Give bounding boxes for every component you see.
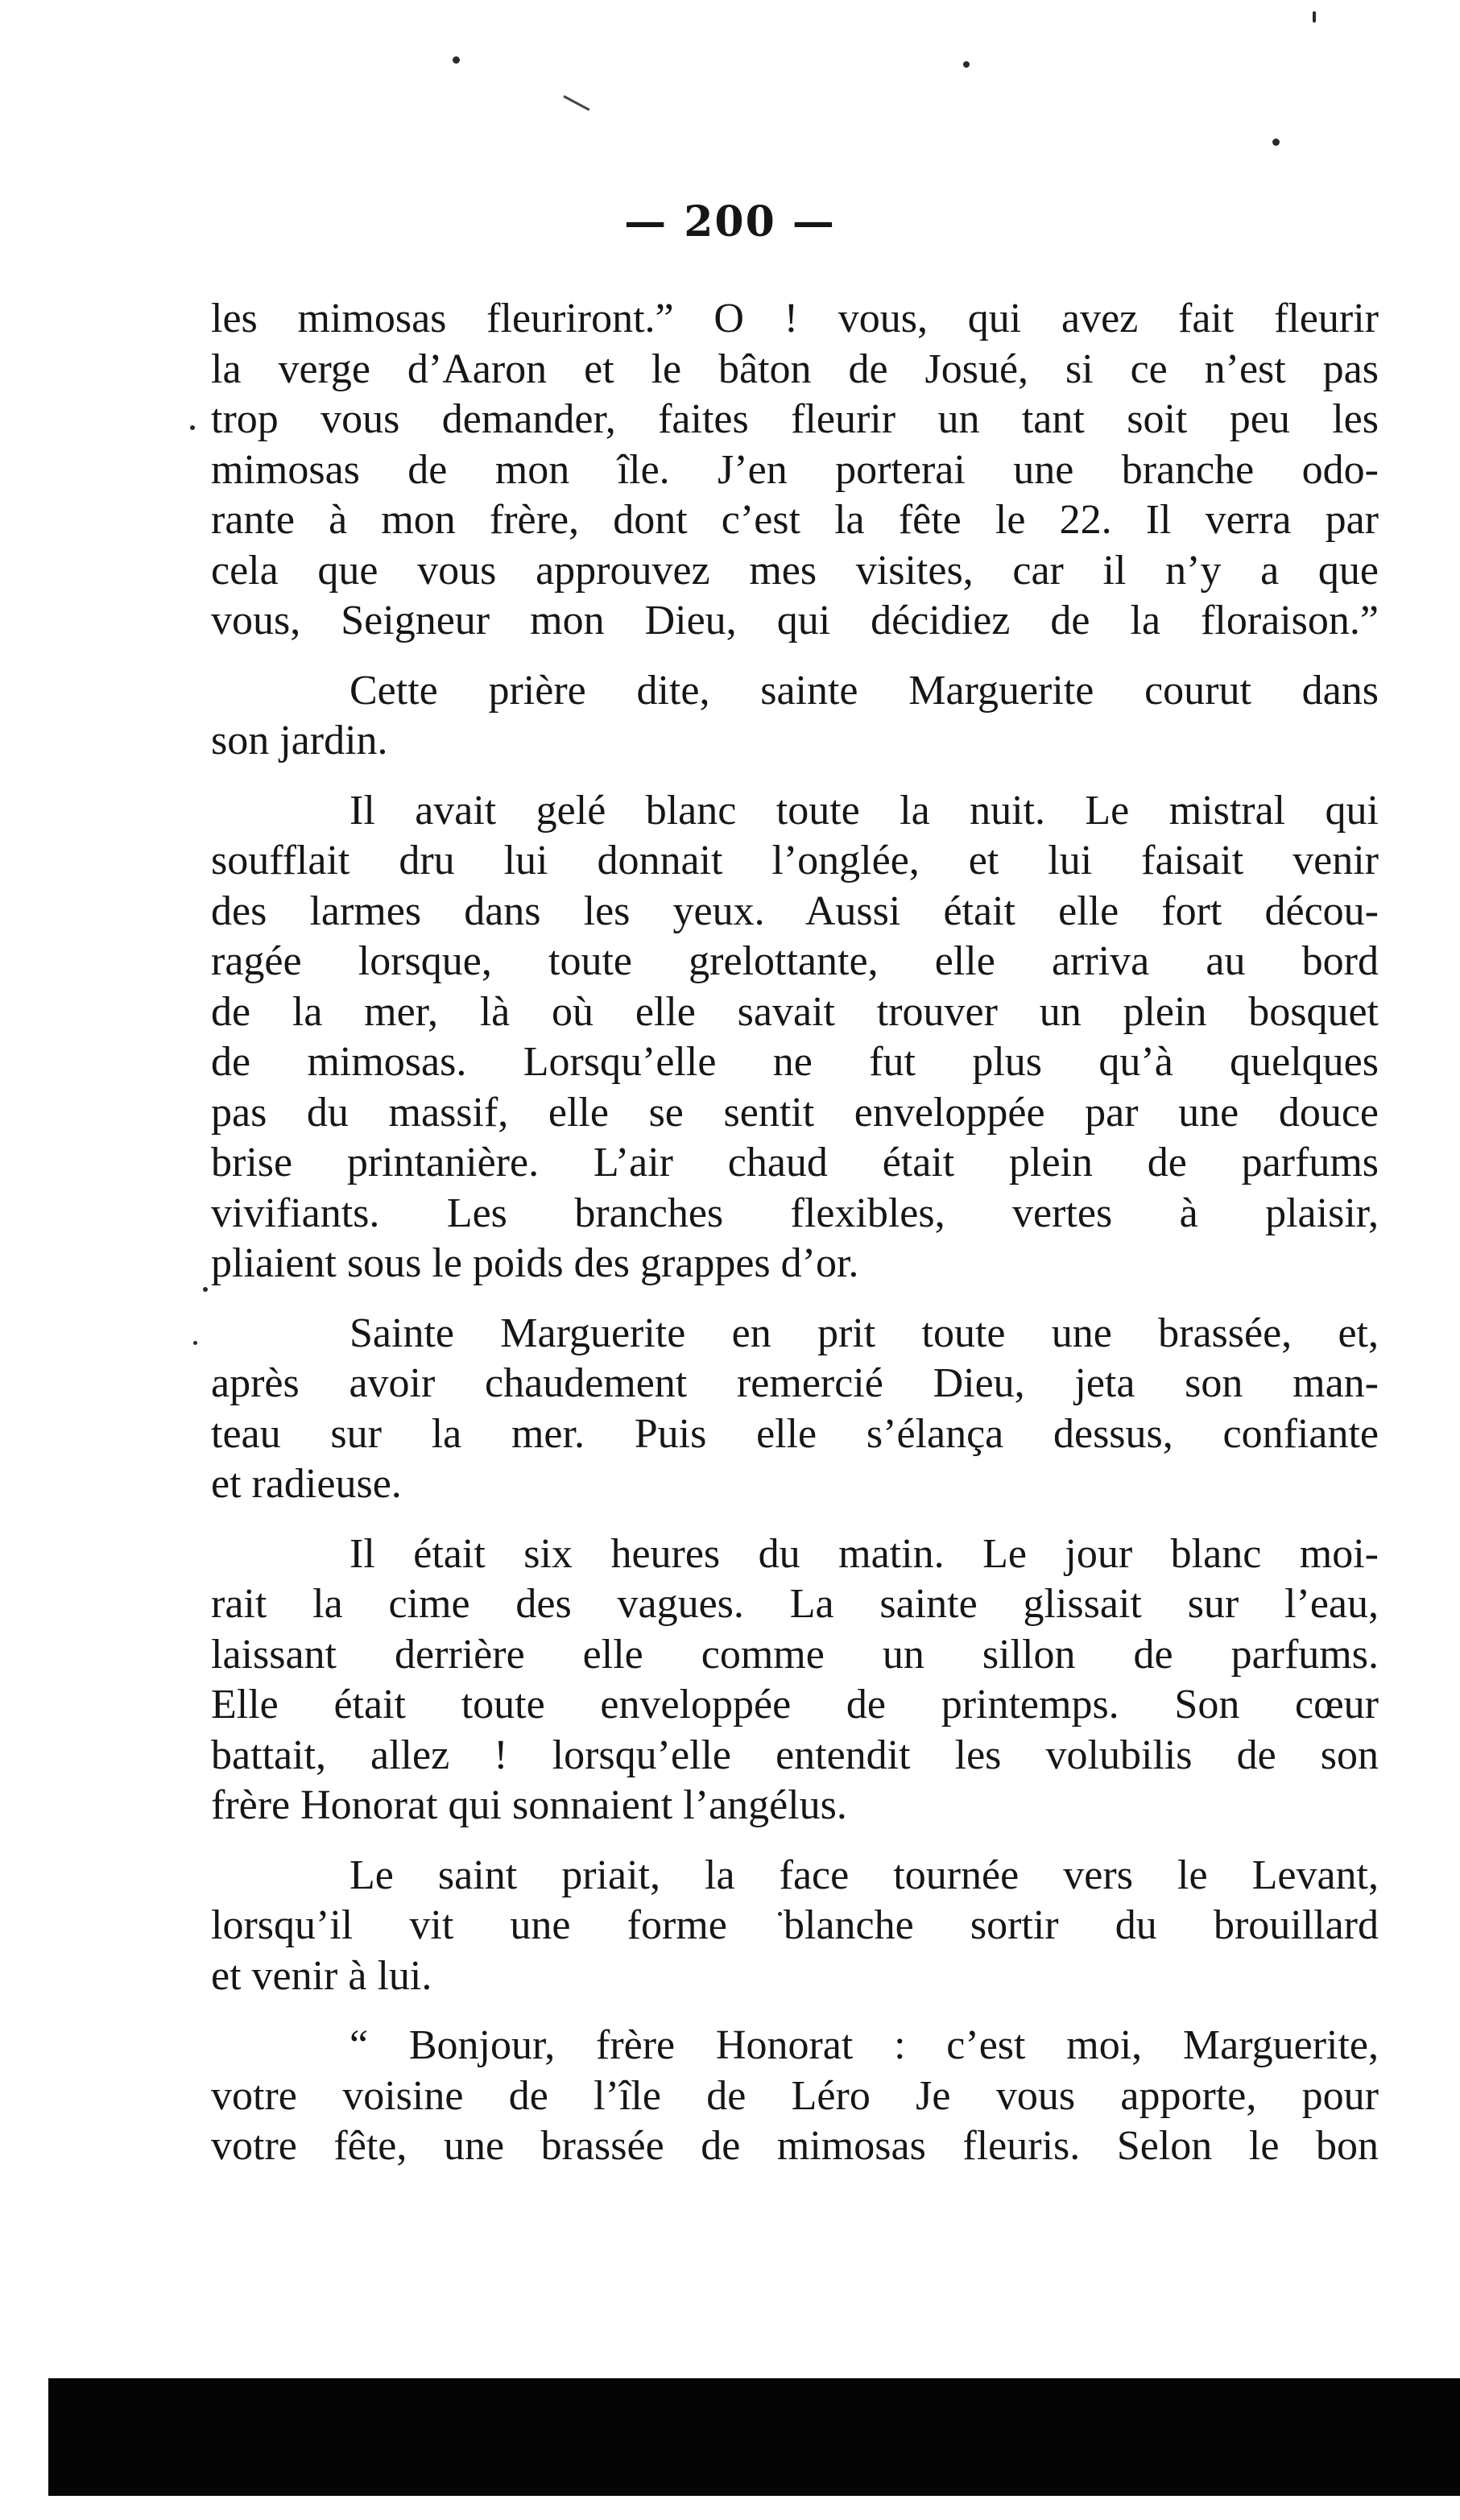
text-line: et radieuse. xyxy=(211,1461,402,1507)
text-line: trop vous demander, faites fleurir un tant soit peu les xyxy=(211,396,1379,442)
text-line: après avoir chaudement remercié Dieu, jeta son man- xyxy=(211,1360,1379,1406)
paragraph-cloak xyxy=(211,1309,1379,1510)
text-line: et venir à lui. xyxy=(211,1952,432,1999)
text-line: battait, allez ! lorsqu’elle entendit les volubilis de son xyxy=(211,1732,1379,1778)
paragraph-garden xyxy=(211,666,1379,767)
text-line: des larmes dans les yeux. Aussi était elle fort décou- xyxy=(211,888,1379,934)
text-line: la verge d’Aaron et le bâton de Josué, si ce n’est pas xyxy=(211,346,1379,392)
print-speck xyxy=(963,61,970,68)
text-line: pliaient sous le poids des grappes d’or. xyxy=(211,1240,859,1286)
text-line: Le saint priait, la face tournée vers le Levant, xyxy=(349,1852,1379,1898)
text-line: votre voisine de l’île de Léro Je vous apporte, pour xyxy=(211,2072,1379,2119)
text-line: rait la cime des vagues. La sainte glissait sur l’eau, xyxy=(211,1581,1379,1627)
paragraph-morning xyxy=(211,1529,1379,1831)
print-speck xyxy=(190,425,195,430)
body-text xyxy=(211,294,1379,2191)
text-line: de la mer, là où elle savait trouver un plein bosquet xyxy=(211,988,1379,1035)
text-line: brise printanière. L’air chaud était plein de parfums xyxy=(211,1140,1379,1186)
text-line: lorsqu’il vit une forme blanche sortir du brouillard xyxy=(211,1902,1379,1948)
text-line: rante à mon frère, dont c’est la fête le 22. Il verra par xyxy=(211,497,1379,543)
paragraph-prayer-end xyxy=(211,294,1379,647)
paragraph-greeting xyxy=(211,2021,1379,2172)
text-line: Cette prière dite, sainte Marguerite courut dans xyxy=(349,667,1379,714)
text-line: son jardin. xyxy=(211,718,388,763)
page-number: — 200 — xyxy=(624,197,836,246)
paragraph-saint-praying xyxy=(211,1851,1379,2002)
text-line: ragée lorsque, toute grelottante, elle arriva au bord xyxy=(211,938,1379,984)
text-line: Sainte Marguerite en prit toute une brassée, et, xyxy=(349,1310,1379,1356)
text-line: soufflait dru lui donnait l’onglée, et lui faisait venir xyxy=(211,838,1379,883)
text-line: frère Honorat qui sonnaient l’angélus. xyxy=(211,1782,847,1828)
text-line: votre fête, une brassée de mimosas fleuris. Selon le bon xyxy=(211,2123,1379,2169)
print-speck xyxy=(453,56,460,64)
text-line: Il avait gelé blanc toute la nuit. Le mistral qui xyxy=(349,787,1379,834)
text-line: teau sur la mer. Puis elle s’élança dessus, confiante xyxy=(211,1410,1379,1457)
print-speck xyxy=(193,1341,197,1345)
text-line: mimosas de mon île. J’en porterai une branche odo- xyxy=(211,446,1379,493)
text-line: Elle était toute enveloppée de printemps. Son cœur xyxy=(211,1682,1379,1728)
text-line: pas du massif, elle se sentit enveloppée par une douce xyxy=(211,1089,1379,1136)
text-line: vivifiants. Les branches flexibles, vertes à plaisir, xyxy=(211,1190,1379,1236)
text-line: vous, Seigneur mon Dieu, qui décidiez de la floraison.” xyxy=(211,598,1379,643)
paragraph-frost xyxy=(211,786,1379,1289)
print-speck xyxy=(203,1287,208,1292)
print-stroke xyxy=(563,95,589,111)
print-speck xyxy=(1313,11,1316,23)
text-line: Il était six heures du matin. Le jour blanc moi- xyxy=(349,1530,1379,1577)
text-line: cela que vous approuvez mes visites, car il n’y a que xyxy=(211,547,1379,594)
scan-edge-dark-band xyxy=(48,2378,1460,2496)
text-line: laissant derrière elle comme un sillon de parfums. xyxy=(211,1631,1379,1678)
text-line: de mimosas. Lorsqu’elle ne fut plus qu’à quelques xyxy=(211,1039,1379,1085)
print-speck xyxy=(1272,139,1280,146)
text-line: “ Bonjour, frère Honorat : c’est moi, Marguerite, xyxy=(349,2022,1379,2068)
text-line: les mimosas fleuriront.” O ! vous, qui avez fait fleurir xyxy=(211,296,1379,341)
